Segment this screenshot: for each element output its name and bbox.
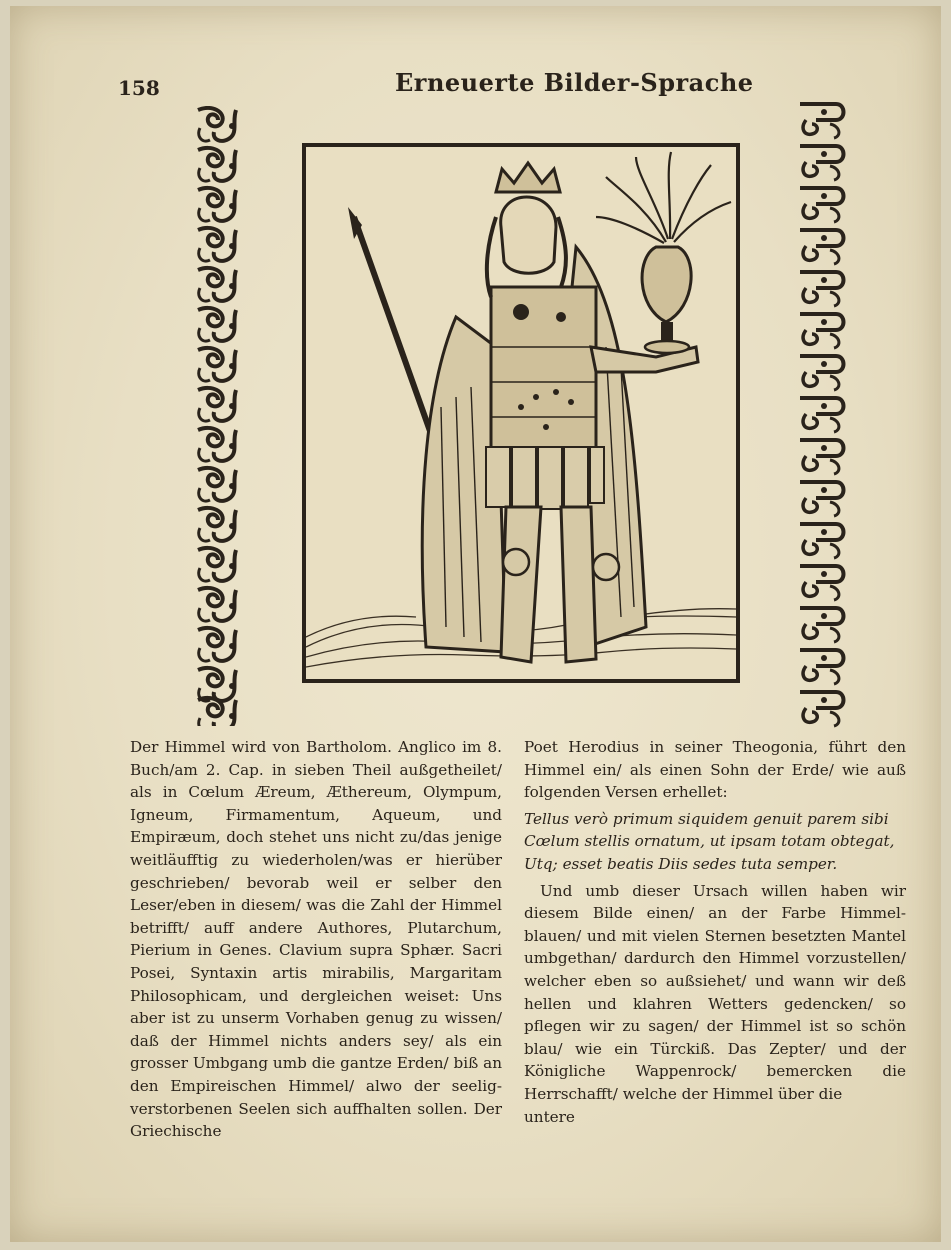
verse-line: Utq; esset beatis Diis sedes tuta semper. — [524, 854, 838, 873]
latin-verse — [524, 808, 906, 876]
woodcut-illustration — [302, 143, 740, 683]
armor-torso — [491, 287, 596, 467]
book-page — [10, 6, 941, 1242]
crowned-figure-icon — [306, 147, 736, 679]
head — [501, 197, 556, 273]
ornament-border-left-icon — [192, 106, 244, 726]
flaming-vessel-icon — [596, 152, 731, 353]
verse-line: Tellus verò primum siquidem genuit parem sibi — [524, 809, 889, 828]
text-column-right — [524, 736, 906, 1128]
paragraph-left: Der Himmel wird von Bartholom. Anglico im 8. Buch/am 2. Cap. in sieben Theil außgetheilet/ als in Cœlum Æreum, Æthereum, Olympum, Igneum, Firmamentum, Aqueum, und Empiræum, doch stehet uns nicht zu/das jenige weitläufftig zu wiederholen/was er hierüber geschrieben/ bevorab weil er selber den Leser/eben in diesem/ was die Zahl der Himmel betrifft/ auff andere Authores, Plutarchum, Pierium in Genes. Clavium supra Sphær. Sacri Posei, Syntaxin artis mirabilis, Margaritam Philosophicam, und dergleichen weiset: Uns aber ist zu unserm Vorhaben genug zu wissen/ daß der Himmel nichts anders sey/ als ein grosser Umbgang umb die gantze Erden/ biß an den Empireischen Himmel/ alwo der seelig-verstorbenen Seelen sich auffhalten sollen. Der Griechische — [130, 738, 502, 1141]
ornament-border-right-icon — [796, 98, 848, 728]
crown-icon — [496, 163, 560, 192]
page-number: 158 — [118, 76, 160, 100]
paragraph-right-intro: Poet Herodius in seiner Theogonia, führt den Himmel ein/ als einen Sohn der Erde/ wie auß folgenden Versen erhellet: — [524, 738, 906, 802]
catchword: untere — [524, 1107, 575, 1126]
running-head: Erneuerte Bilder-Sprache — [395, 68, 754, 97]
paragraph-right-body: Und umb dieser Ursach willen haben wir diesem Bilde einen/ an der Farbe Himmel-blauen/ und mit vielen Sternen besetzten Mantel umbgethan/ dardurch den Himmel vorzustellen/ welcher eben so außsiehet/ und wann wir deß hellen und klahren Wetters gedencken/ so pflegen wir zu sagen/ der Himmel ist so schön blau/ wie ein Türckiß. Das Zepter/ und der Königliche Wappenrock/ bemercken die Herrschafft/ welche der Himmel über die — [524, 881, 906, 1103]
text-column-left — [130, 736, 502, 1143]
verse-line: Cœlum stellis ornatum, ut ipsam totam obtegat, — [524, 832, 895, 851]
